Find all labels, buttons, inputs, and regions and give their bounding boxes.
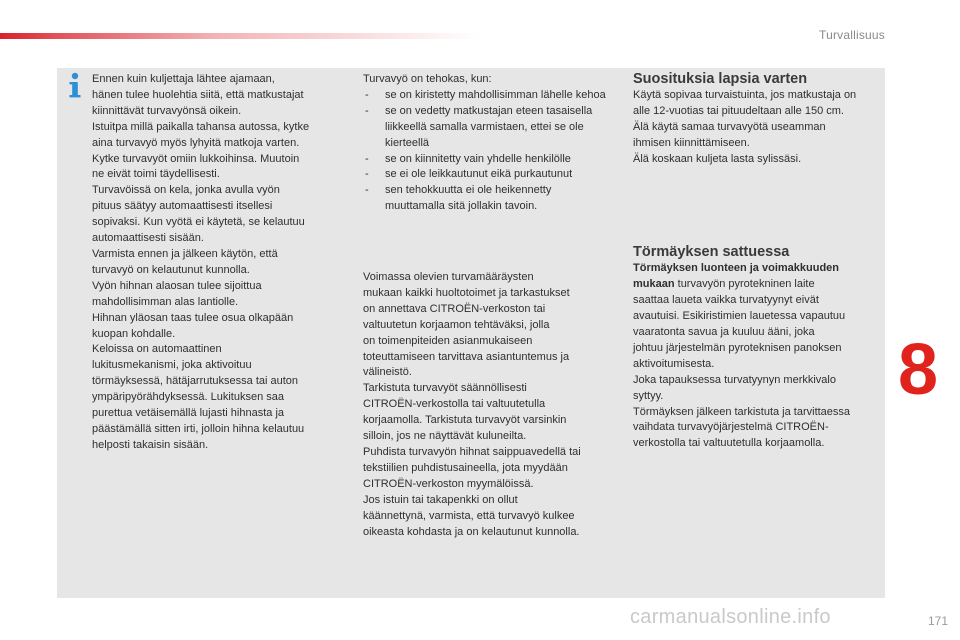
section-title: Turvallisuus xyxy=(819,28,885,42)
text-line: Käytä sopivaa turvaistuinta, jos matkustaja on xyxy=(633,88,857,101)
text-line: purettua vetäisemällä lujasti hihnasta ja xyxy=(92,407,285,420)
text-line: tekstiilien puhdistusaineella, jota myydään xyxy=(363,461,568,474)
text-line: turvavyö on kelautunut kunnolla. xyxy=(92,263,250,276)
text-line: verkostolla tai valtuutetulla korjaamolla. xyxy=(633,437,825,450)
list-item: - se on vedetty matkustajan eteen tasaisella liikkeellä samalla varmistaen, ettei se ole kierteellä xyxy=(363,104,613,152)
text-line: Hihnan yläosan taas tulee osua olkapään xyxy=(92,311,294,324)
text-line: Ennen kuin kuljettaja lähtee ajamaan, xyxy=(92,73,275,85)
text-line: CITROËN-verkostolla tai valtuutetulla xyxy=(363,398,546,411)
text-line: korjaamolla. Tarkistuta turvavyöt varsinkin xyxy=(363,414,567,427)
list-intro: Turvavyö on tehokas, kun: xyxy=(363,73,492,85)
text-line: on annettava CITROËN-verkoston tai xyxy=(363,302,546,315)
seatbelt-maintenance xyxy=(363,270,613,540)
text-line: käännettynä, varmista, että turvavyö kulkee xyxy=(363,509,575,522)
text-line: välineistö. xyxy=(363,366,412,379)
text-line: Älä käytä samaa turvavyötä useamman xyxy=(633,120,826,133)
text-line: johtuu järjestelmän pyroteknisen panoksen xyxy=(633,341,842,354)
text-line: ne eivät toimi täydellisesti. xyxy=(92,168,220,181)
list-item: - se ei ole leikkautunut eikä purkautunut xyxy=(363,167,613,183)
heading-collision: Törmäyksen sattuessa xyxy=(633,244,790,261)
text-line: valtuutetun korjaamon tehtäväksi, jolla xyxy=(363,318,550,331)
text-line: lukitusmekanismi, joka aktivoituu xyxy=(92,359,252,372)
text-line: päästämällä sitten irti, jolloin hihna kelautuu xyxy=(92,422,305,435)
text-line: Kytke turvavyöt omiin lukkoihinsa. Muutoin xyxy=(92,152,300,165)
header-accent-bar xyxy=(0,33,480,39)
text-line: hänen tulee huolehtia siitä, että matkustajat xyxy=(92,88,304,101)
text-line: ihmisen kiinnittämiseen. xyxy=(633,136,750,149)
text-line: Varmista ennen ja jälkeen käytön, että xyxy=(92,247,278,260)
text-line: aktivoitumisesta. xyxy=(633,357,715,370)
text-line: aina turvavyö myös lyhyitä matkoja varten. xyxy=(92,136,300,149)
collision-lead-bold: Törmäyksen luonteen ja voimakkuuden mukaan xyxy=(633,262,840,291)
info-icon xyxy=(66,72,84,100)
text-line: helposti takaisin sisään. xyxy=(92,438,209,451)
list-item: - se on kiinnitetty vain yhdelle henkilölle xyxy=(363,152,613,168)
text-line: pituus säätyy automaattisesti itsellesi xyxy=(92,200,273,213)
text-line: mukaan kaikki huoltotoimet ja tarkastukset xyxy=(363,286,570,299)
text-line: toteuttamiseen tarvittava asiantuntemus ja xyxy=(363,350,570,363)
text-line: Törmäyksen jälkeen tarkistuta ja tarvittaessa xyxy=(633,405,851,418)
text-line: Älä koskaan kuljeta lasta sylissäsi. xyxy=(633,152,802,165)
text-line: kiinnittävät turvavyönsä oikein. xyxy=(92,104,242,117)
text-line: alle 12-vuotias tai pituudeltaan alle 150 cm. xyxy=(633,104,844,117)
effectiveness-list xyxy=(363,88,613,215)
seatbelt-general-info xyxy=(92,72,347,454)
seatbelt-effectiveness xyxy=(363,72,613,215)
text-line: ympäripyörähdyksessä. Lukituksen saa xyxy=(92,391,284,404)
text-line: oikeasta kohdasta ja on kelautunut kunnolla. xyxy=(363,525,580,538)
list-item: - sen tehokkuutta ei ole heikennetty muuttamalla sitä jollakin tavoin. xyxy=(363,183,613,215)
recommendations-column xyxy=(633,72,883,452)
text-line: syttyy. xyxy=(633,389,664,402)
text-line: avautuisi. Esikiristimien lauetessa vapautuu xyxy=(633,310,846,323)
collision-lead-rest: turvavyön pyrotekninen laite xyxy=(674,278,815,291)
text-line: Voimassa olevien turvamääräysten xyxy=(363,271,534,283)
text-line: automaattisesti sisään. xyxy=(92,232,204,245)
text-line: Keloissa on automaattinen xyxy=(92,343,222,356)
text-line: Tarkistuta turvavyöt säännöllisesti xyxy=(363,382,527,395)
text-line: sopivaksi. Kun vyötä ei käytetä, se kelautuu xyxy=(92,216,305,229)
text-line: vaaratonta savua ja kuuluu ääni, joka xyxy=(633,325,815,338)
text-line: on toimenpiteiden asianmukaiseen xyxy=(363,334,533,347)
text-line: Joka tapauksessa turvatyynyn merkkivalo xyxy=(633,373,836,386)
watermark-text: carmanualsonline.info xyxy=(630,606,831,628)
heading-children: Suosituksia lapsia varten xyxy=(633,71,808,87)
text-line: vaihdata turvavyöjärjestelmä CITROËN- xyxy=(633,421,829,434)
text-line: saattaa laueta vaikka turvatyynyt eivät xyxy=(633,294,819,307)
page-number: 171 xyxy=(927,614,948,628)
text-line: silloin, jos ne näyttävät kuluneilta. xyxy=(363,430,527,443)
text-line: Puhdista turvavyön hihnat saippuavedellä tai xyxy=(363,445,581,458)
list-item: - se on kiristetty mahdollisimman lähelle kehoa xyxy=(363,88,613,104)
text-line: Istuitpa millä paikalla tahansa autossa, kytke xyxy=(92,120,310,133)
text-line: törmäyksessä, hätäjarrutuksessa tai auton xyxy=(92,375,299,388)
text-line: Turvavöissä on kela, jonka avulla vyön xyxy=(92,184,280,197)
text-line: kuopan kohdalle. xyxy=(92,327,176,340)
chapter-number: 8 xyxy=(898,330,939,410)
text-line: CITROËN-verkoston myymälöissä. xyxy=(363,477,534,490)
text-line: Vyön hihnan alaosan tulee sijoittua xyxy=(92,279,262,292)
text-line: mahdollisimman alas lantiolle. xyxy=(92,295,239,308)
text-line: Jos istuin tai takapenkki on ollut xyxy=(363,493,518,506)
collision-lead xyxy=(633,261,883,293)
